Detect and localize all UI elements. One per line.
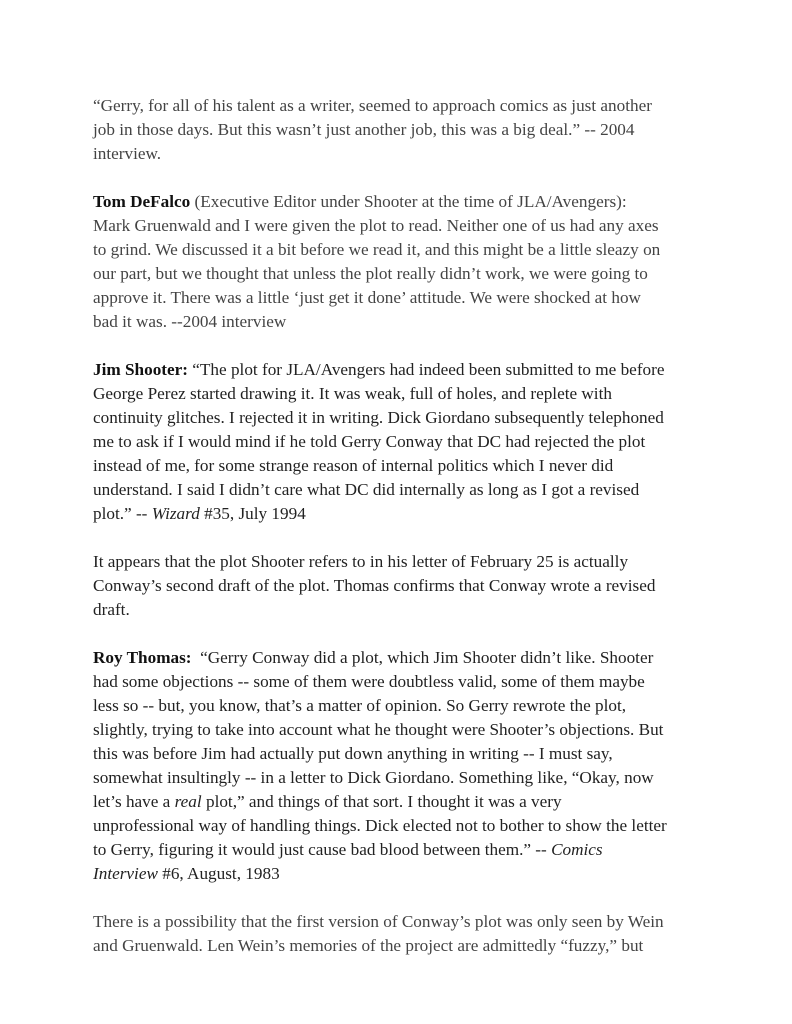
text-line: continuity glitches. I rejected it in writing. Dick Giordano subsequently telephoned [93, 408, 664, 427]
text-line [93, 190, 713, 214]
paragraph-shooter [93, 358, 713, 526]
document-page [93, 94, 713, 982]
paragraph-possibility [93, 910, 713, 958]
text-line: less so -- but, you know, that’s a matter of opinion. So Gerry rewrote the plot, [93, 696, 627, 715]
text-line: this was before Jim had actually put down anything in writing -- I must say, [93, 744, 613, 763]
text-line [93, 646, 713, 670]
text-line [93, 790, 713, 814]
text-run: #35, July 1994 [199, 504, 306, 523]
text-run: (Executive Editor under Shooter at the time of JLA/Avengers): [190, 192, 627, 211]
paragraph-defalco [93, 190, 713, 334]
text-line: George Perez started drawing it. It was weak, full of holes, and replete with [93, 384, 612, 403]
text-line: me to ask if I would mind if he told Gerry Conway that DC had rejected the plot [93, 432, 646, 451]
text-line: job in those days. But this wasn’t just another job, this was a big deal.” -- 2004 [93, 120, 635, 139]
speaker-name: Tom DeFalco [93, 192, 191, 211]
text-line: slightly, trying to take into account what he thought were Shooter’s objections. But [93, 720, 664, 739]
text-line: draft. [93, 600, 130, 619]
text-line: interview. [93, 144, 162, 163]
text-run: #6, August, 1983 [157, 864, 280, 883]
text-run: “Gerry Conway did a plot, which Jim Shooter didn’t like. Shooter [191, 648, 654, 667]
publication-title: Interview [93, 864, 158, 883]
paragraph-appears [93, 550, 713, 622]
publication-title: Comics [551, 840, 603, 859]
text-line: unprofessional way of handling things. Dick elected not to bother to show the letter [93, 816, 667, 835]
text-line: instead of me, for some strange reason of internal politics which I never did [93, 456, 614, 475]
text-run: “The plot for JLA/Avengers had indeed been submitted to me before [188, 360, 665, 379]
text-line: It appears that the plot Shooter refers to in his letter of February 25 is actually [93, 552, 629, 571]
paragraph-thomas [93, 646, 713, 886]
paragraph-gerry-quote [93, 94, 713, 166]
text-line [93, 862, 713, 886]
text-line: to grind. We discussed it a bit before we read it, and this might be a little sleazy on [93, 240, 661, 259]
text-run: let’s have a [93, 792, 175, 811]
speaker-name: Roy Thomas: [93, 648, 192, 667]
text-line: “Gerry, for all of his talent as a writer, seemed to approach comics as just another [93, 96, 652, 115]
text-line: approve it. There was a little ‘just get it done’ attitude. We were shocked at how [93, 288, 641, 307]
text-line [93, 358, 713, 382]
text-line: and Gruenwald. Len Wein’s memories of the project are admittedly “fuzzy,” but [93, 936, 644, 955]
text-line: understand. I said I didn’t care what DC did internally as long as I got a revised [93, 480, 640, 499]
text-line [93, 838, 713, 862]
text-line: Mark Gruenwald and I were given the plot to read. Neither one of us had any axes [93, 216, 659, 235]
text-line: our part, but we thought that unless the plot really didn’t work, we were going to [93, 264, 648, 283]
text-line: bad it was. --2004 interview [93, 312, 287, 331]
publication-title: Wizard [151, 504, 200, 523]
text-line: There is a possibility that the first version of Conway’s plot was only seen by Wein [93, 912, 664, 931]
text-line: had some objections -- some of them were doubtless valid, some of them maybe [93, 672, 645, 691]
text-run: plot.” -- [93, 504, 152, 523]
text-run: plot,” and things of that sort. I thought it was a very [201, 792, 562, 811]
text-line [93, 502, 713, 526]
text-line: Conway’s second draft of the plot. Thomas confirms that Conway wrote a revised [93, 576, 656, 595]
speaker-name: Jim Shooter: [93, 360, 188, 379]
emphasis: real [174, 792, 202, 811]
text-run: to Gerry, figuring it would just cause bad blood between them.” -- [93, 840, 552, 859]
text-line: somewhat insultingly -- in a letter to Dick Giordano. Something like, “Okay, now [93, 768, 654, 787]
